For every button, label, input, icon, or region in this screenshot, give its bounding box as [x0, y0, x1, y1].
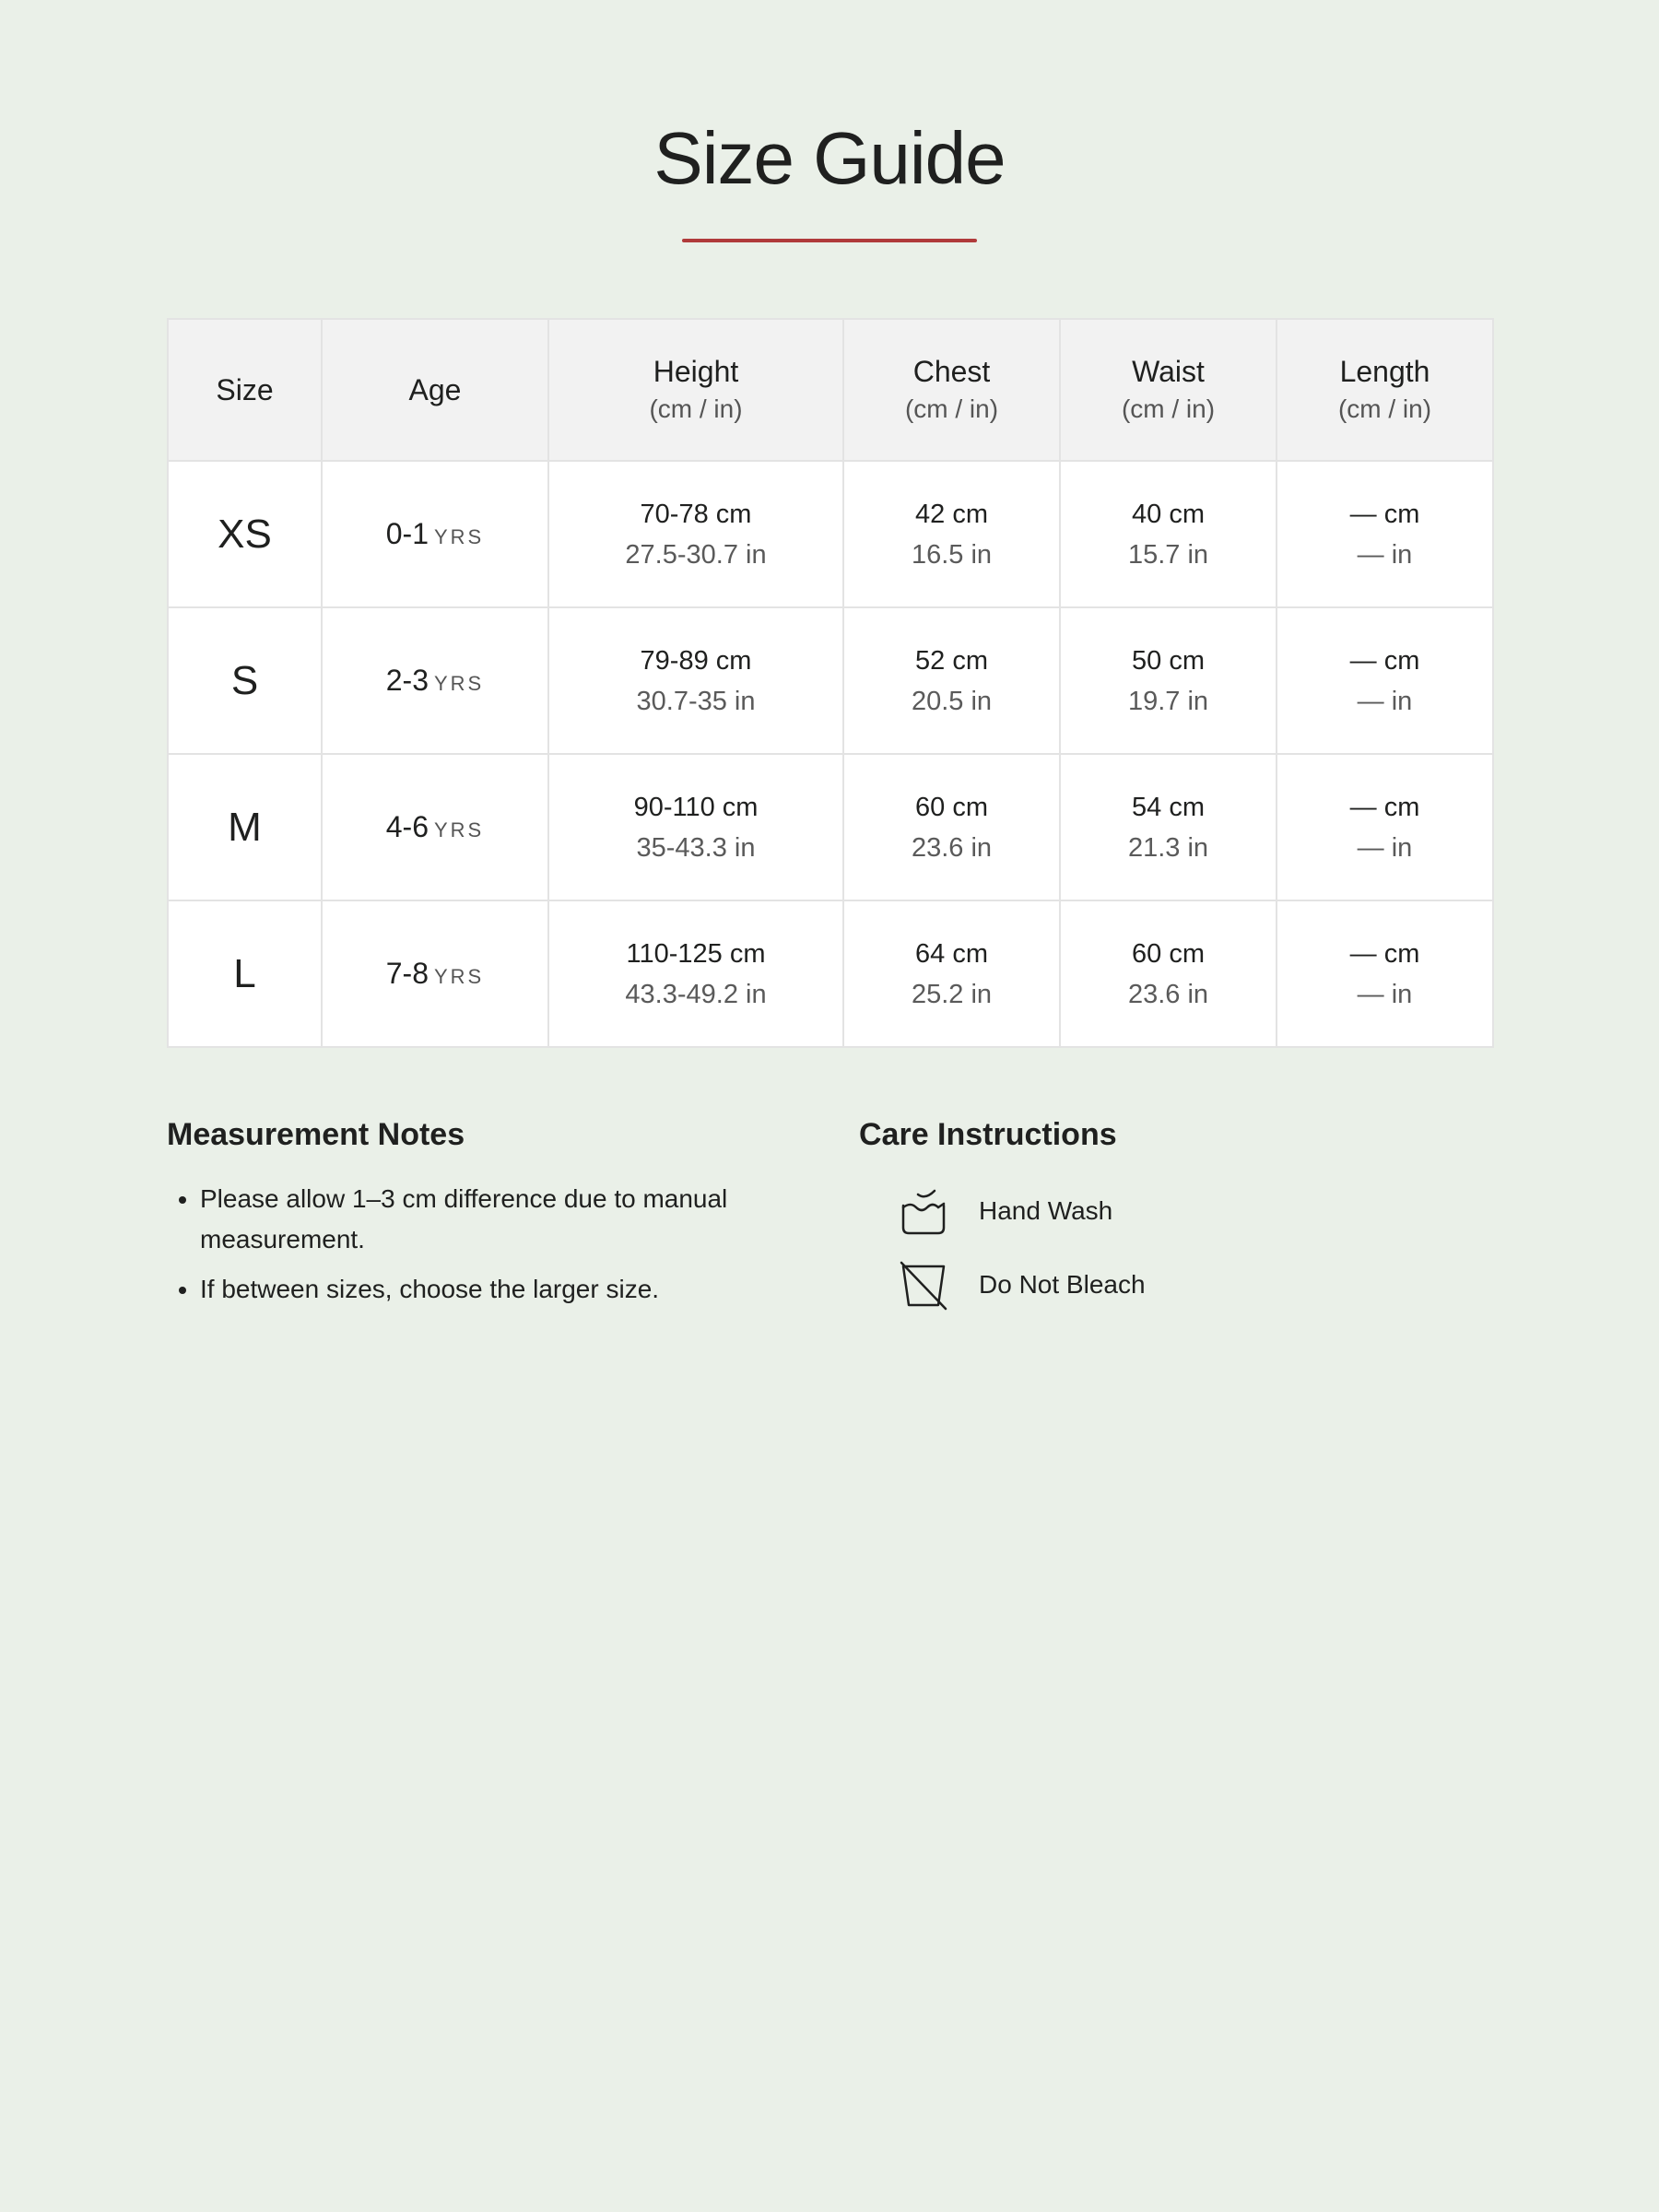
care-label: Do Not Bleach: [979, 1270, 1146, 1299]
age-unit: YRS: [434, 965, 485, 988]
header-label: Height: [653, 355, 739, 388]
length-cm: — cm: [1349, 792, 1420, 822]
length-in: — in: [1357, 686, 1413, 716]
table-row: [168, 461, 1493, 607]
height-cm: 90-110 cm: [633, 792, 759, 822]
header-unit: (cm / in): [904, 394, 999, 423]
age-cell: [322, 900, 548, 1047]
length-cm: — cm: [1349, 499, 1420, 529]
header-label: Length: [1339, 355, 1430, 388]
care-title: Care Instructions: [859, 1117, 1117, 1152]
chest-cm: 64 cm: [915, 938, 988, 969]
waist-cm: 60 cm: [1132, 938, 1205, 969]
age-cell: [322, 754, 548, 900]
age-cell: [322, 607, 548, 754]
chest-cell: [843, 754, 1060, 900]
list-item: • Please allow 1–3 cm difference due to manual measurement.: [200, 1179, 794, 1260]
waist-cm: 40 cm: [1132, 499, 1205, 529]
waist-cell: [1060, 607, 1277, 754]
length-cell: [1277, 754, 1493, 900]
header-unit: (cm / in): [1337, 394, 1432, 423]
measurement-notes: [167, 1111, 794, 1319]
care-item-do-not-bleach: [859, 1253, 1486, 1317]
height-in: 30.7-35 in: [636, 686, 756, 716]
do-not-bleach-icon: [896, 1257, 951, 1312]
header-age: [322, 319, 548, 461]
height-cell: [548, 900, 843, 1047]
age-value: 2-3: [385, 664, 429, 697]
age-value: 4-6: [385, 810, 429, 843]
size-cell: L: [168, 900, 322, 1047]
chest-in: 16.5 in: [911, 539, 993, 570]
care-instructions: [859, 1111, 1486, 1326]
chest-cell: [843, 900, 1060, 1047]
waist-in: 23.6 in: [1127, 979, 1209, 1009]
chest-cell: [843, 461, 1060, 607]
length-in: — in: [1357, 539, 1413, 570]
age-unit: YRS: [434, 818, 485, 841]
height-cell: [548, 607, 843, 754]
header-chest: [843, 319, 1060, 461]
header-label: Size: [216, 373, 274, 406]
chest-cm: 42 cm: [915, 499, 988, 529]
waist-cell: [1060, 754, 1277, 900]
page-title: Size Guide: [653, 117, 1006, 199]
table-row: [168, 754, 1493, 900]
length-cm: — cm: [1349, 645, 1420, 676]
height-cell: [548, 754, 843, 900]
header-unit: (cm / in): [1121, 394, 1216, 423]
title-underline: [682, 239, 977, 242]
header-unit: (cm / in): [649, 394, 743, 423]
age-value: 0-1: [385, 517, 429, 550]
notes-title: Measurement Notes: [167, 1117, 465, 1152]
length-in: — in: [1357, 979, 1413, 1009]
care-label: Hand Wash: [979, 1196, 1113, 1225]
age-unit: YRS: [434, 525, 485, 548]
size-cell: S: [168, 607, 322, 754]
height-cm: 79-89 cm: [640, 645, 752, 676]
waist-in: 19.7 in: [1127, 686, 1209, 716]
table-row: [168, 607, 1493, 754]
notes-list: [167, 1179, 794, 1310]
list-item: • If between sizes, choose the larger size.: [200, 1269, 794, 1310]
header-label: Waist: [1132, 355, 1205, 388]
length-cell: [1277, 461, 1493, 607]
header-size: [168, 319, 322, 461]
age-unit: YRS: [434, 672, 485, 695]
length-cell: [1277, 607, 1493, 754]
header-height: [548, 319, 843, 461]
chest-in: 23.6 in: [911, 832, 993, 863]
chest-cm: 52 cm: [915, 645, 988, 676]
hand-wash-icon: [896, 1183, 951, 1239]
height-in: 35-43.3 in: [636, 832, 756, 863]
waist-cell: [1060, 461, 1277, 607]
size-cell: XS: [168, 461, 322, 607]
height-cm: 70-78 cm: [640, 499, 752, 529]
waist-cm: 54 cm: [1132, 792, 1205, 822]
waist-in: 21.3 in: [1127, 832, 1209, 863]
length-in: — in: [1357, 832, 1413, 863]
header-label: Age: [408, 373, 462, 406]
height-cell: [548, 461, 843, 607]
age-value: 7-8: [385, 957, 429, 990]
length-cm: — cm: [1349, 938, 1420, 969]
height-in: 27.5-30.7 in: [625, 539, 767, 570]
header-length: [1277, 319, 1493, 461]
length-cell: [1277, 900, 1493, 1047]
chest-in: 20.5 in: [911, 686, 993, 716]
size-table: [167, 318, 1494, 1048]
table-header-row: [168, 319, 1493, 461]
chest-cell: [843, 607, 1060, 754]
age-cell: [322, 461, 548, 607]
chest-in: 25.2 in: [911, 979, 993, 1009]
size-cell: M: [168, 754, 322, 900]
table-row: [168, 900, 1493, 1047]
care-item-hand-wash: [859, 1179, 1486, 1243]
waist-in: 15.7 in: [1127, 539, 1209, 570]
height-cm: 110-125 cm: [626, 938, 766, 969]
header-label: Chest: [912, 355, 991, 388]
waist-cell: [1060, 900, 1277, 1047]
height-in: 43.3-49.2 in: [625, 979, 767, 1009]
header-waist: [1060, 319, 1277, 461]
chest-cm: 60 cm: [915, 792, 988, 822]
waist-cm: 50 cm: [1132, 645, 1205, 676]
